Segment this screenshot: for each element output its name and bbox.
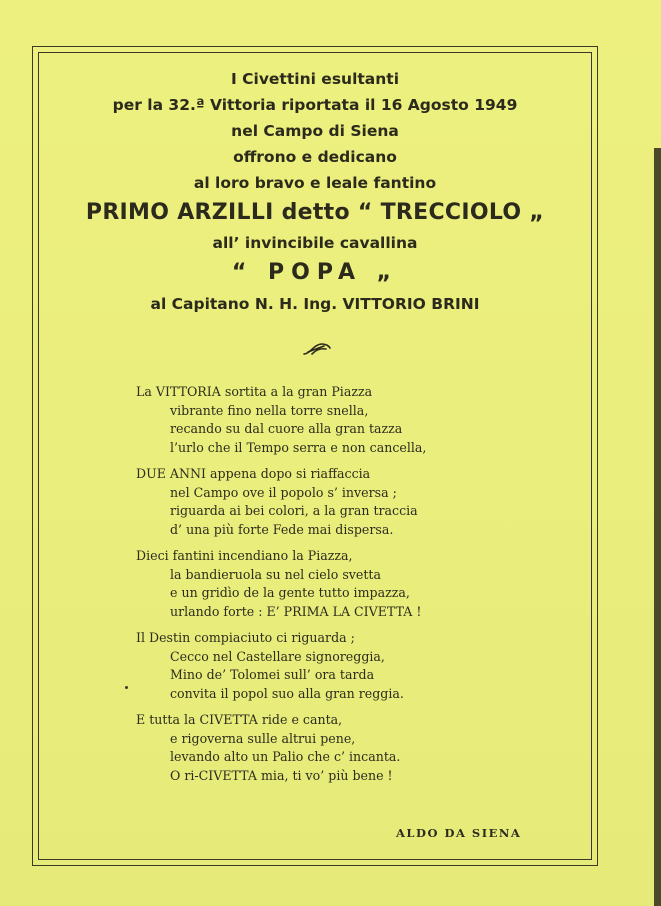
- poem-line: O ri-CIVETTA mia, ti vo’ più bene !: [170, 767, 393, 783]
- print-speck: [125, 686, 128, 689]
- captain-line: al Capitano N. H. Ing. VITTORIO BRINI: [150, 295, 480, 313]
- poem-line: d’ una più forte Fede mai dispersa.: [170, 521, 394, 537]
- page-edge-shadow: [654, 148, 661, 906]
- poem-line: riguarda ai bei colori, a la gran traccia: [170, 503, 418, 518]
- poem-line: l’urlo che il Tempo serra e non cancella,: [170, 439, 427, 455]
- poem-line: la bandieruola su nel cielo svetta: [170, 566, 381, 582]
- poem-line: e un gridìo de la gente tutto impazza,: [170, 585, 410, 600]
- poem-line: DUE ANNI appena dopo si riaffaccia: [136, 466, 371, 481]
- header-line-4: offrono e dedicano: [233, 148, 397, 166]
- poem-line: recando su dal cuore alla gran tazza: [170, 421, 403, 436]
- poem-line: Il Destin compiaciuto ci riguarda ;: [136, 630, 355, 645]
- flourish-ornament-icon: [302, 340, 332, 358]
- jockey-name: PRIMO ARZILLI detto “ TRECCIOLO „: [85, 200, 545, 225]
- poem-line: urlando forte : E’ PRIMA LA CIVETTA !: [170, 603, 422, 619]
- poem-line: La VITTORIA sortita a la gran Piazza: [136, 384, 373, 399]
- stanza-4: [136, 629, 556, 703]
- poem-line: nel Campo ove il popolo s’ inversa ;: [170, 484, 397, 500]
- poem-line: Dieci fantini incendiano la Piazza,: [136, 548, 353, 563]
- header-line-3: nel Campo di Siena: [231, 122, 399, 140]
- horse-name: “ POPA „: [231, 260, 399, 285]
- stanza-5: [136, 711, 556, 785]
- header-line-1: I Civettini esultanti: [230, 70, 400, 88]
- poem-line: E tutta la CIVETTA ride e canta,: [136, 712, 343, 727]
- poem-line: levando alto un Palio che c’ incanta.: [170, 749, 401, 764]
- poem-line: vibrante fino nella torre snella,: [170, 402, 369, 418]
- stanza-3: [136, 547, 556, 621]
- header-line-2: per la 32.ª Vittoria riportata il 16 Agosto 1949: [112, 96, 518, 114]
- author-signature: ALDO DA SIENA: [396, 826, 522, 840]
- dedication-header: [40, 66, 590, 318]
- poem-line: e rigoverna sulle altrui pene,: [170, 730, 356, 746]
- header-line-5: al loro bravo e leale fantino: [193, 174, 437, 192]
- poem: [136, 383, 556, 793]
- header-line-7: all’ invincibile cavallina: [212, 234, 418, 252]
- poem-line: Mino de’ Tolomei sull’ ora tarda: [170, 667, 375, 682]
- poem-line: convita il popol suo alla gran reggia.: [170, 685, 404, 701]
- poem-line: Cecco nel Castellare signoreggia,: [170, 648, 385, 664]
- stanza-2: [136, 465, 556, 539]
- stanza-1: [136, 383, 556, 457]
